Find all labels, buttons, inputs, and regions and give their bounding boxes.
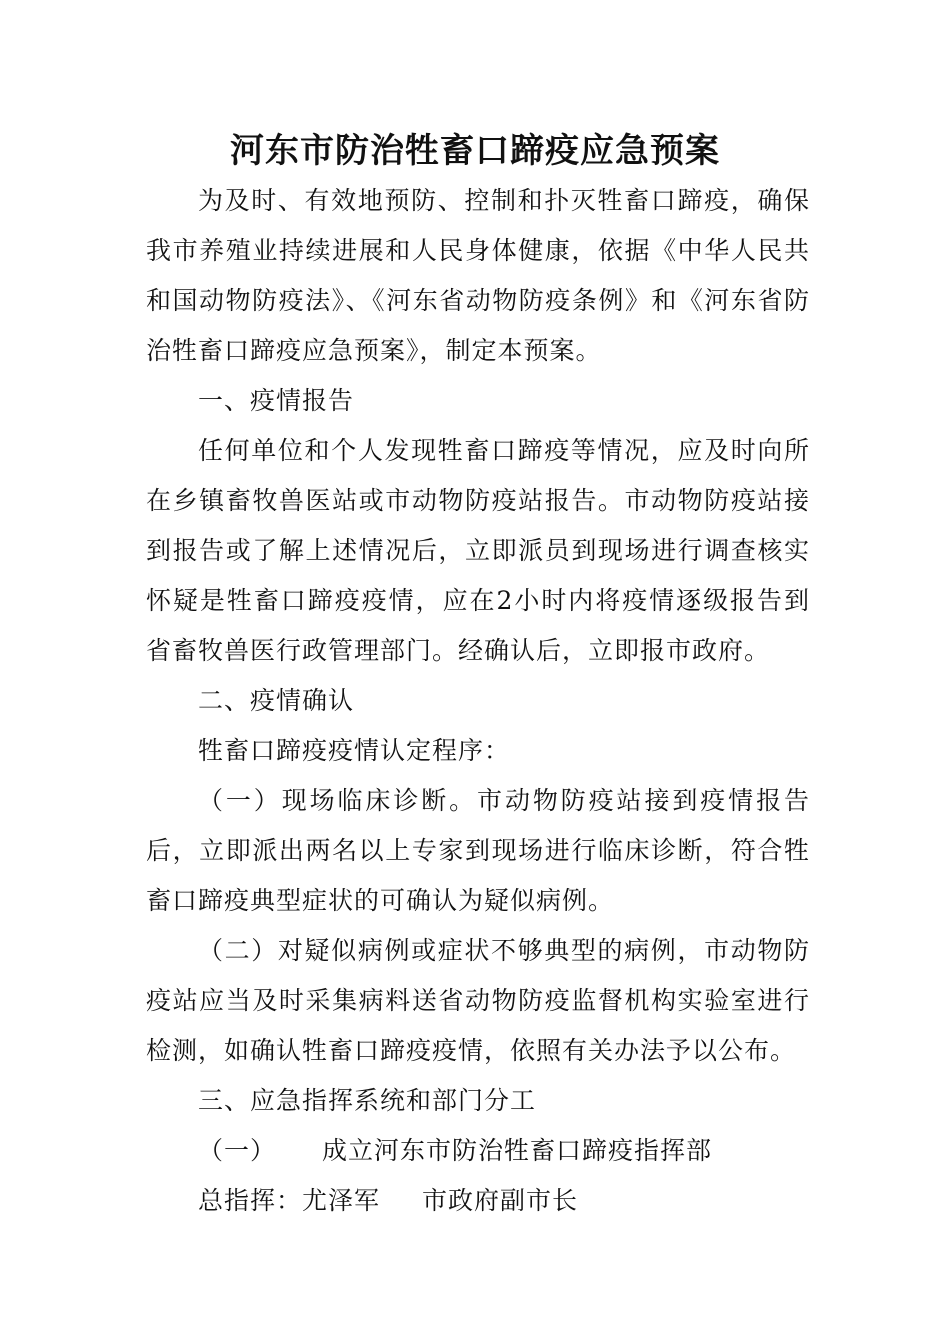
section-item-text: 成立河东市防治牲畜口蹄疫指挥部	[322, 1136, 713, 1165]
document-title: 河东市防治牲畜口蹄疫应急预案	[230, 131, 720, 171]
commander-label: 总指挥：	[198, 1186, 303, 1215]
clinical-diagnosis-paragraph: （一）现场临床诊断。市动物防疫站接到疫情报告后，立即派出两名以上专家到现场进行临床诊断，符合牲畜口蹄疫典型症状的可确认为疑似病例。	[146, 786, 810, 915]
section-item-number: （一）	[198, 1136, 277, 1165]
section-item-line	[146, 1126, 810, 1176]
confirm-procedure-paragraph: 牲畜口蹄疫疫情认定程序：	[198, 736, 511, 765]
commander-name: 尤泽军	[302, 1186, 381, 1215]
commander-line	[146, 1176, 810, 1226]
commander-position: 市政府副市长	[422, 1186, 579, 1215]
lab-test-paragraph: （二）对疑似病例或症状不够典型的病例，市动物防疫站应当及时采集病料送省动物防疫监督机构实验室进行检测，如确认牲畜口蹄疫疫情，依照有关办法予以公布。	[146, 936, 810, 1065]
section-heading-confirm: 二、疫情确认	[198, 686, 355, 715]
section-heading-command: 三、应急指挥系统和部门分工	[198, 1086, 537, 1115]
document-body	[146, 176, 810, 1226]
report-paragraph: 任何单位和个人发现牲畜口蹄疫等情况，应及时向所在乡镇畜牧兽医站或市动物防疫站报告。市动物防疫站接到报告或了解上述情况后，立即派员到现场进行调查核实怀疑是牲畜口蹄疫疫情，应在2小时内将疫情逐级报告到省畜牧兽医行政管理部门。经确认后，立即报市政府。	[146, 436, 810, 665]
intro-paragraph: 为及时、有效地预防、控制和扑灭牲畜口蹄疫，确保我市养殖业持续进展和人民身体健康，依据《中华人民共和国动物防疫法》、《河东省动物防疫条例》和《河东省防治牲畜口蹄疫应急预案》，制定本预案。	[146, 186, 810, 365]
section-heading-report: 一、疫情报告	[198, 386, 355, 415]
